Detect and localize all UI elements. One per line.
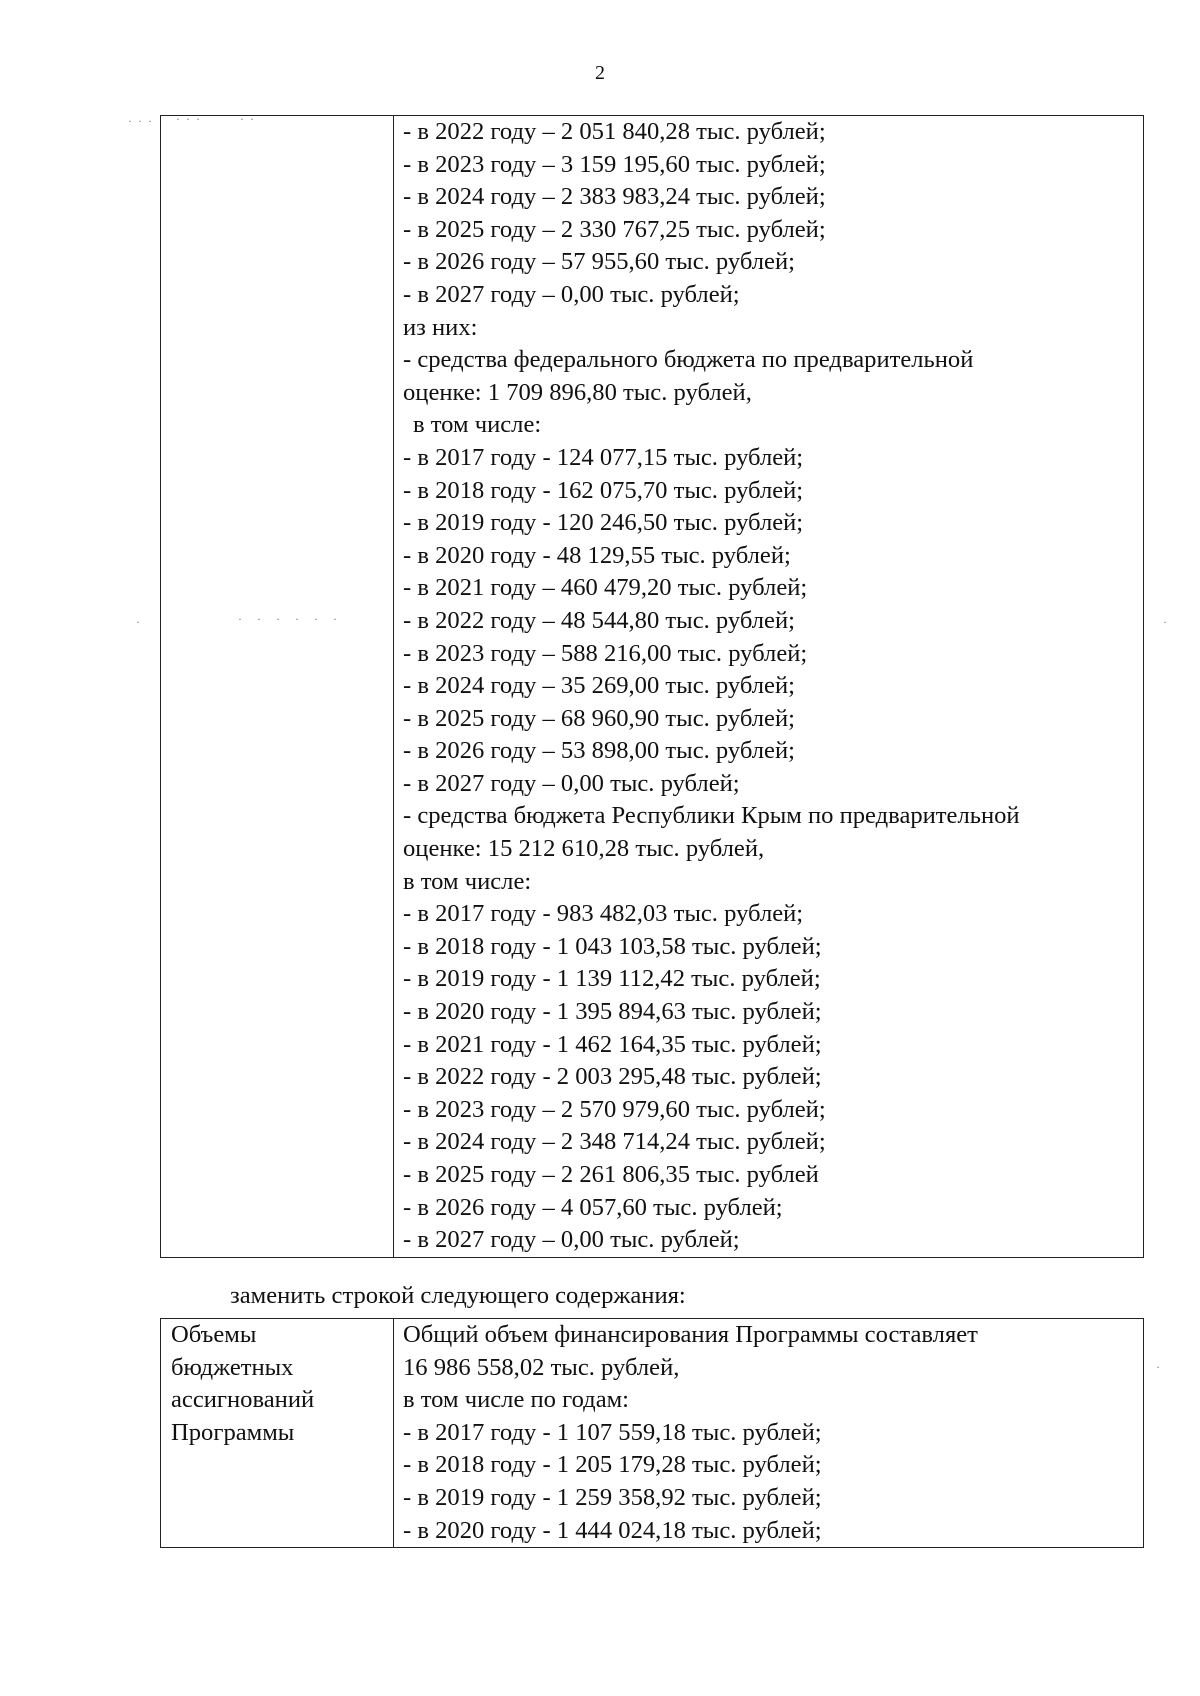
text-line: - в 2020 году - 48 129,55 тыс. рублей; [403, 541, 791, 569]
scan-speck: ··· [128, 114, 158, 128]
text-line: - средства бюджета Республики Крым по предварительной [403, 802, 1020, 830]
text-line: в том числе: [403, 867, 532, 895]
text-line: - в 2025 году – 2 330 767,25 тыс. рублей; [403, 215, 826, 243]
scan-speck: ··· [176, 112, 206, 126]
scan-speck: · [1156, 1360, 1166, 1374]
text-line: - в 2022 году - 2 003 295,48 тыс. рублей; [403, 1063, 822, 1091]
budget-table-new [160, 1318, 1144, 1548]
scan-speck: ·· [240, 112, 260, 126]
text-line: - в 2026 году – 4 057,60 тыс. рублей; [403, 1193, 783, 1221]
scan-speck: · · · · · · [238, 612, 343, 626]
text-line: - в 2019 году - 120 246,50 тыс. рублей; [403, 509, 804, 537]
scan-speck: · [136, 615, 146, 629]
row-heading-line: ассигнований [171, 1386, 315, 1414]
table-cell-left [161, 1319, 394, 1548]
text-line: - в 2027 году – 0,00 тыс. рублей; [403, 1226, 740, 1254]
text-line: - в 2018 году - 1 043 103,58 тыс. рублей; [403, 932, 822, 960]
text-line: - в 2020 году - 1 444 024,18 тыс. рублей; [403, 1516, 822, 1544]
text-line: - в 2023 году – 3 159 195,60 тыс. рублей; [403, 150, 826, 178]
text-line: - в 2018 году - 1 205 179,28 тыс. рублей; [403, 1451, 822, 1479]
page-number: 2 [595, 62, 605, 84]
replace-instruction: заменить строкой следующего содержания: [230, 1282, 686, 1309]
row-heading-line: Объемы [171, 1321, 257, 1348]
table-cell-right [394, 116, 1144, 1258]
text-line: - в 2024 году – 35 269,00 тыс. рублей; [403, 672, 795, 700]
text-line: - в 2022 году – 2 051 840,28 тыс. рублей; [403, 118, 826, 145]
text-line: - в 2022 году – 48 544,80 тыс. рублей; [403, 606, 795, 634]
text-line: - в 2027 году – 0,00 тыс. рублей; [403, 280, 740, 308]
text-line: оценке: 15 212 610,28 тыс. рублей, [403, 835, 765, 863]
text-line: - в 2025 году – 68 960,90 тыс. рублей; [403, 704, 795, 732]
text-line: Общий объем финансирования Программы составляет [403, 1321, 978, 1348]
text-line: в том числе по годам: [403, 1386, 630, 1414]
budget-table-old [160, 115, 1144, 1258]
table-row [161, 1319, 1144, 1548]
table-cell-right [394, 1319, 1144, 1548]
table-cell-left [161, 116, 394, 1258]
text-line: - в 2021 году – 460 479,20 тыс. рублей; [403, 574, 808, 602]
text-line: 16 986 558,02 тыс. рублей, [403, 1353, 680, 1381]
text-line: - в 2024 году – 2 348 714,24 тыс. рублей; [403, 1128, 826, 1156]
text-line: - в 2027 году – 0,00 тыс. рублей; [403, 769, 740, 797]
text-line: - в 2018 году - 162 075,70 тыс. рублей; [403, 476, 804, 504]
text-line: - в 2023 году – 2 570 979,60 тыс. рублей; [403, 1095, 826, 1123]
text-line: - в 2017 году - 983 482,03 тыс. рублей; [403, 900, 804, 928]
text-line: - средства федерального бюджета по предварительной [403, 346, 974, 374]
table-row [161, 116, 1144, 1258]
text-line: оценке: 1 709 896,80 тыс. рублей, [403, 378, 752, 406]
text-line: - в 2024 году – 2 383 983,24 тыс. рублей; [403, 183, 826, 211]
text-line: - в 2021 году - 1 462 164,35 тыс. рублей; [403, 1030, 822, 1058]
text-line: - в 2026 году – 53 898,00 тыс. рублей; [403, 737, 795, 765]
text-line: - в 2026 году – 57 955,60 тыс. рублей; [403, 248, 795, 276]
scan-speck: · [1163, 615, 1173, 629]
row-heading-line: бюджетных [171, 1353, 294, 1381]
text-line: - в 2023 году – 588 216,00 тыс. рублей; [403, 639, 808, 667]
text-line: - в 2019 году - 1 259 358,92 тыс. рублей; [403, 1483, 822, 1511]
text-line: - в 2025 году – 2 261 806,35 тыс. рублей [403, 1161, 819, 1188]
text-line: - в 2019 году - 1 139 112,42 тыс. рублей; [403, 965, 821, 993]
row-heading-line: Программы [171, 1418, 295, 1446]
text-line: - в 2020 году - 1 395 894,63 тыс. рублей; [403, 998, 822, 1026]
text-line: из них: [403, 313, 478, 341]
text-line: в том числе: [413, 411, 542, 439]
text-line: - в 2017 году - 1 107 559,18 тыс. рублей; [403, 1418, 822, 1446]
text-line: - в 2017 году - 124 077,15 тыс. рублей; [403, 443, 804, 471]
